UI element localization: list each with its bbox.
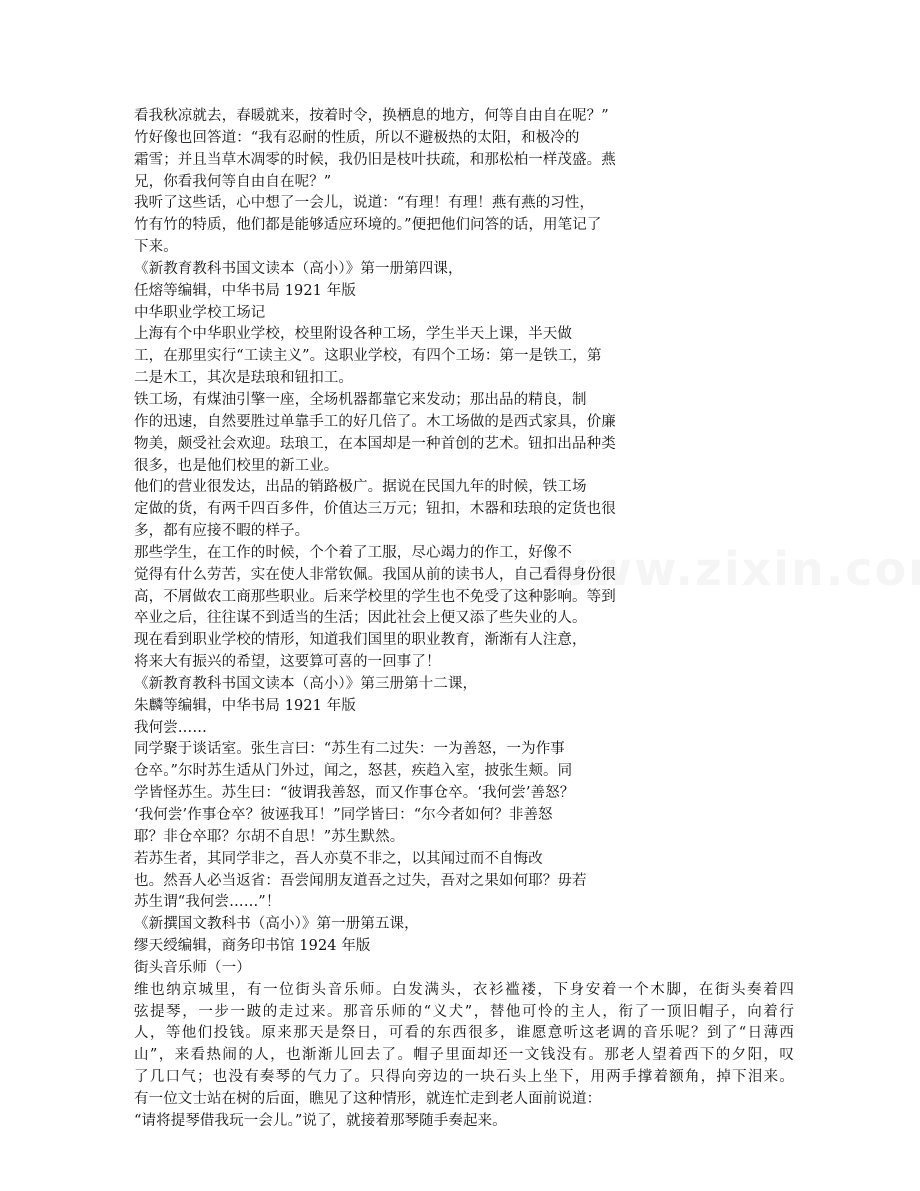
text-line: 人，等他们投钱。原来那天是祭日，可看的东西很多，谁愿意听这老调的音乐呢？到了“日薄西: [134, 1025, 794, 1042]
text-line: 多，都有应接不暇的样子。: [134, 523, 310, 540]
section-title: 我何尝……: [134, 719, 207, 736]
citation-line: 《新撰国文教科书（高小）》第一册第五课，: [134, 916, 419, 933]
text-line: 现在看到职业学校的情形，知道我们国里的职业教育，渐渐有人注意，: [134, 632, 587, 649]
text-line: 二是木工，其次是珐琅和钮扣工。: [134, 370, 353, 387]
text-line: 山”，来看热闹的人，也渐渐儿回去了。帽子里面却还一文钱没有。那老人望着西下的夕阳，叹: [134, 1047, 794, 1064]
text-line: 也。然吾人必当返省：吾尝闻朋友道吾之过失，吾对之果如何耶？毋若: [134, 872, 587, 889]
text-line: 同学聚于谈话室。张生言曰：“苏生有二过失：一为善怒，一为作事: [134, 741, 565, 758]
citation-line: 缪天绶编辑，商务印书馆 1924 年版: [134, 938, 371, 955]
text-line: 竹好像也回答道：“我有忍耐的性质，所以不避极热的太阳，和极冷的: [134, 129, 580, 146]
text-line: 苏生谓“我何尝……”！: [134, 894, 281, 911]
text-line: 耶？非仓卒耶？尔胡不自思！”苏生默然。: [134, 828, 405, 845]
text-line: 我听了这些话，心中想了一会儿，说道：“有理！有理！燕有燕的习性，: [134, 195, 595, 212]
section-title: 中华职业学校工场记: [134, 304, 266, 321]
citation-line: 任熔等编辑，中华书局 1921 年版: [134, 282, 356, 299]
text-line: 弦提琴，一步一跛的走过来。那音乐师的“义犬”，替他可怜的主人，衔了一顶旧帽子，向着行: [134, 1003, 794, 1020]
text-line: 作的迅速，自然要胜过单靠手工的好几倍了。木工场做的是西式家具，价廉: [134, 413, 616, 430]
text-line: 觉得有什么劳苦，实在使人非常钦佩。我国从前的读书人，自己看得身份很: [134, 566, 616, 583]
text-line: 霜雪；并且当草木凋零的时候，我仍旧是枝叶扶疏，和那松柏一样茂盛。燕: [134, 151, 616, 168]
text-line: 卒业之后，往往谋不到适当的生活；因此社会上便又添了些失业的人。: [134, 610, 587, 627]
text-line: 下来。: [134, 239, 178, 256]
text-line: 物美，颇受社会欢迎。珐琅工，在本国却是一种首创的艺术。钮扣出品种类: [134, 435, 616, 452]
text-line: 有一位文士站在树的后面，瞧见了这种情形，就连忙走到老人面前说道：: [134, 1090, 602, 1107]
text-line: 维也纳京城里，有一位街头音乐师。白发满头，衣衫褴褛，下身安着一个木脚，在街头奏着四: [134, 981, 794, 998]
text-line: ‘我何尝’作事仓卒？彼诬我耳！”同学皆曰：“尔今者如何？非善怒: [134, 807, 553, 823]
text-line: 学皆怪苏生。苏生曰：“彼谓我善怒，而又作事仓卒。‘我何尝’善怒？: [134, 785, 575, 802]
text-line: 他们的营业很发达，出品的销路极广。据说在民国九年的时候，铁工场: [134, 479, 587, 496]
text-line: 若苏生者，其同学非之，吾人亦莫不非之，以其闻过而不自悔改: [134, 850, 543, 867]
text-line: 仓卒。”尔时苏生适从门外过，闻之，怒甚，疾趋入室，披张生颊。同: [134, 763, 573, 780]
document-body: [134, 106, 794, 1133]
text-line: “请将提琴借我玩一会儿。”说了，就接着那琴随手奏起来。: [134, 1112, 507, 1129]
text-line: 看我秋凉就去，春暖就来，按着时令，换栖息的地方，何等自由自在呢？”: [134, 108, 609, 124]
citation-line: 《新教育教科书国文读本（高小）》第三册第十二课，: [134, 675, 478, 692]
section-title: 街头音乐师（一）: [134, 959, 251, 976]
text-line: 高，不屑做农工商那些职业。后来学校里的学生也不免受了这种影响。等到: [134, 588, 616, 605]
citation-line: 朱麟等编辑，中华书局 1921 年版: [134, 697, 356, 714]
text-line: 很多，也是他们校里的新工业。: [134, 457, 339, 474]
text-line: 了几口气；也没有奏琴的气力了。只得向旁边的一块石头上坐下，用两手撑着额角，掉下泪来。: [134, 1069, 794, 1086]
text-line: 将来大有振兴的希望，这要算可喜的一回事了！: [134, 654, 441, 671]
text-line: 那些学生，在工作的时候，个个着了工服，尽心竭力的作工，好像不: [134, 544, 572, 561]
text-line: 上海有个中华职业学校，校里附设各种工场，学生半天上课，半天做: [134, 326, 572, 343]
text-line: 竹有竹的特质，他们都是能够适应环境的。”便把他们问答的话，用笔记了: [134, 217, 602, 234]
text-line: 兄，你看我何等自由自在呢？”: [134, 173, 332, 190]
text-line: 定做的货，有两千四百多件，价值达三万元；钮扣，木器和珐琅的定货也很: [134, 501, 616, 518]
text-line: 工，在那里实行“工读主义”。这职业学校，有四个工场：第一是铁工，第: [134, 348, 602, 365]
text-line: 铁工场，有煤油引擎一座，全场机器都靠它来发动；那出品的精良，制: [134, 391, 587, 408]
citation-line: 《新教育教科书国文读本（高小）》第一册第四课，: [134, 260, 463, 277]
